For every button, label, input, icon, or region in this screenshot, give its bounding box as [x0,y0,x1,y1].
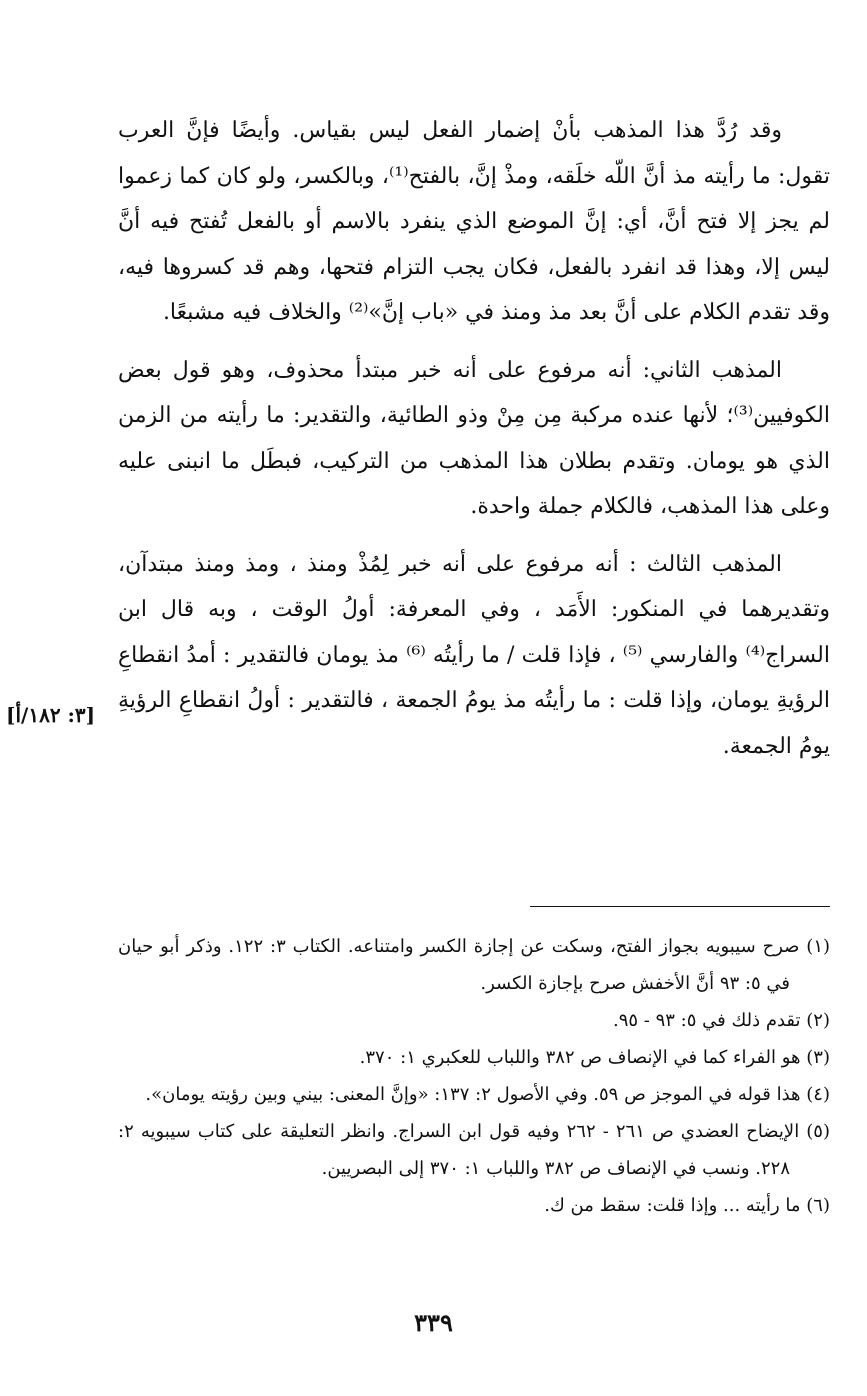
footnote-2: (٢) تقدم ذلك في ٥: ٩٣ - ٩٥. [612,1010,830,1031]
paragraph-1: وقد رُدَّ هذا المذهب بأنْ إضمار الفعل ليس بقياس. وأيضًا فإنَّ العرب تقول: ما رأيته مذ أنَّ اللّه خلَقه، ومذْ إنَّ، بالفتح⁽¹⁾، وبالكسر، ولو كان كما زعموا لم يجز إلا فتح أنَّ، أي: إنَّ الموضع الذي ينفرد بالاسم أو بالفعل تُفتح فيه أنَّ ليس إلا، وهذا قد انفرد بالفعل، فكان يجب التزام فتحها، وهم قد كسروها فيه، وقد تقدم الكلام على أنَّ بعد مذ ومنذ في «باب إنَّ»⁽²⁾ والخلاف فيه مشبعًا. [118,118,830,325]
footnote-1: (١) صرح سيبويه بجواز الفتح، وسكت عن إجازة الكسر وامتناعه. الكتاب ٣: ١٢٢. وذكر أبو حيان في ٥: ٩٣ أنَّ الأخفش صرح بإجازة الكسر. [118,936,831,994]
footnote-3: (٣) هو الفراء كما في الإنصاف ص ٣٨٢ واللباب للعكبري ١: ٣٧٠. [359,1047,830,1068]
paragraph-3: المذهب الثالث : أنه مرفوع على أنه خبر لِمُذْ ومنذ ، ومذ ومنذ مبتدآن، وتقديرهما في المنكور: الأَمَد ، وفي المعرفة: أولُ الوقت ، وبه قال ابن السراج⁽⁴⁾ والفارسي ⁽⁵⁾ ، فإذا قلت / ما رأيتُه ⁽⁶⁾ مذ يومان فالتقدير : أمدُ انقطاعِ الرؤيةِ يومان، وإذا قلت : ما رأيتُه مذ يومُ الجمعة ، فالتقدير : أولُ انقطاعِ الرؤيةِ يومُ الجمعة. [118,551,830,759]
paragraph-2: المذهب الثاني: أنه مرفوع على أنه خبر مبتدأ محذوف، وهو قول بعض الكوفيين⁽³⁾؛ لأنها عنده مركبة مِن مِنْ وذو الطائية، والتقدير: ما رأيته من الزمن الذي هو يومان. وتقدم بطلان هذا المذهب من التركيب، فبطَل ما انبنى عليه وعلى هذا المذهب، فالكلام جملة واحدة. [118,357,830,519]
footnotes [118,928,830,1224]
page-number: ٣٣٩ [414,1308,453,1337]
footnote-5: (٥) الإيضاح العضدي ص ٢٦١ - ٢٦٢ وفيه قول ابن السراج. وانظر التعليقة على كتاب سيبويه ٢: ٢٢٨. ونسب في الإنصاف ص ٣٨٢ واللباب ١: ٣٧٠ إلى البصريين. [118,1121,830,1179]
manuscript-folio-reference: [٣: ١٨٢/أ] [6,703,96,727]
footnote-4: (٤) هذا قوله في الموجز ص ٥٩. وفي الأصول ٢: ١٣٧: «وإنَّ المعنى: بيني وبين رؤيته يومان». [145,1084,830,1105]
footnote-6: (٦) ما رأيته ... وإذا قلت: سقط من ك. [544,1195,830,1216]
main-text [118,108,830,781]
footnote-separator [530,906,830,907]
